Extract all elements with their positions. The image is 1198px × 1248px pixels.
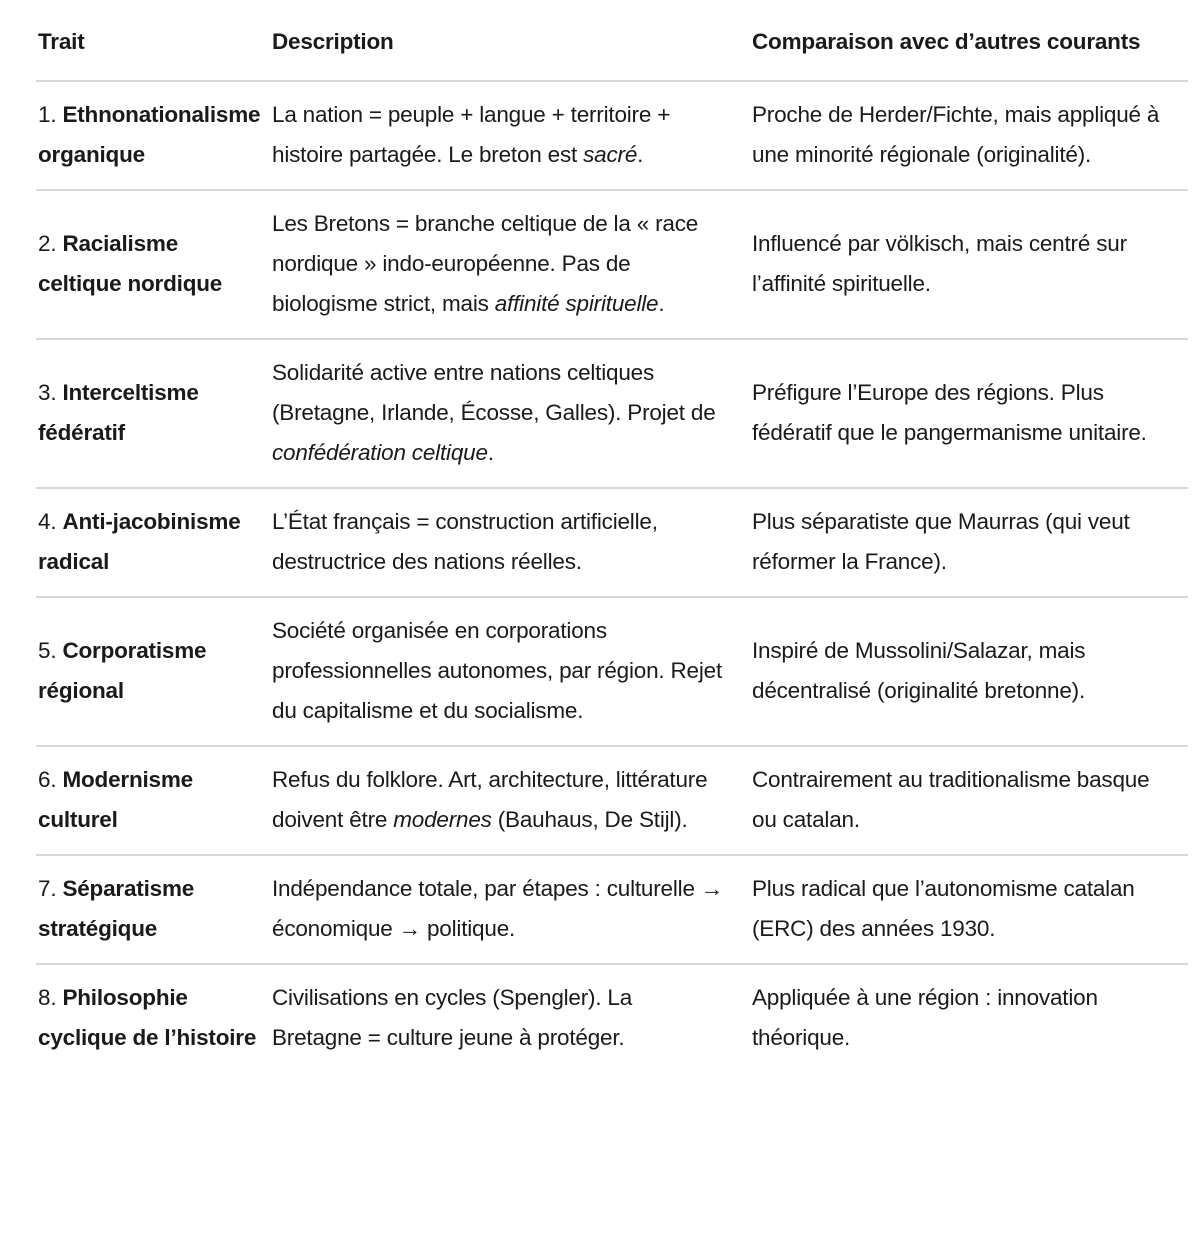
description-cell <box>272 488 752 597</box>
description-text: Indépendance totale, par étapes : culturelle → économique → politique. <box>272 876 724 941</box>
description-text: Civilisations en cycles (Spengler). La Bretagne = culture jeune à protéger. <box>272 985 633 1050</box>
traits-comparison-table <box>36 0 1188 1072</box>
description-text: . <box>637 142 644 167</box>
trait-name: Corporatisme régional <box>38 638 207 703</box>
trait-cell <box>36 190 272 339</box>
table-header <box>36 0 1188 81</box>
description-text: La nation = peuple + langue + territoire + histoire partagée. Le breton est <box>272 102 671 167</box>
table-row <box>36 597 1188 746</box>
description-cell <box>272 964 752 1072</box>
table-body <box>36 81 1188 1072</box>
trait-number: 3. <box>38 380 57 405</box>
trait-number: 1. <box>38 102 57 127</box>
trait-number: 4. <box>38 509 57 534</box>
description-text: Solidarité active entre nations celtiques (Bretagne, Irlande, Écosse, Galles). Projet de <box>272 360 716 425</box>
trait-number: 7. <box>38 876 57 901</box>
header-description: Description <box>272 0 752 81</box>
trait-cell <box>36 597 272 746</box>
comparison-cell: Plus radical que l’autonomisme catalan (ERC) des années 1930. <box>752 855 1188 964</box>
header-trait: Trait <box>36 0 272 81</box>
description-text: Société organisée en corporations professionnelles autonomes, par région. Rejet du capitalisme et du socialisme. <box>272 618 723 723</box>
comparison-cell: Inspiré de Mussolini/Salazar, mais décentralisé (originalité bretonne). <box>752 597 1188 746</box>
table-row <box>36 488 1188 597</box>
table-row <box>36 190 1188 339</box>
trait-name: Racialisme celtique nordique <box>38 231 223 296</box>
description-cell <box>272 597 752 746</box>
header-row <box>36 0 1188 81</box>
table-row <box>36 746 1188 855</box>
description-cell <box>272 339 752 488</box>
comparison-cell: Contrairement au traditionalisme basque ou catalan. <box>752 746 1188 855</box>
description-text: Refus du folklore. Art, architecture, littérature doivent être <box>272 767 708 832</box>
trait-cell <box>36 855 272 964</box>
trait-number: 5. <box>38 638 57 663</box>
trait-cell <box>36 488 272 597</box>
description-text: (Bauhaus, De Stijl). <box>491 807 688 832</box>
trait-name: Ethnonationalisme organique <box>38 102 261 167</box>
description-emphasis: affinité spirituelle <box>494 291 659 316</box>
comparison-cell: Influencé par völkisch, mais centré sur l’affinité spirituelle. <box>752 190 1188 339</box>
description-emphasis: sacré <box>583 142 638 167</box>
description-text: . <box>487 440 494 465</box>
description-emphasis: confédération celtique <box>272 440 488 465</box>
trait-cell <box>36 339 272 488</box>
table-row <box>36 81 1188 190</box>
trait-cell <box>36 81 272 190</box>
description-text: Les Bretons = branche celtique de la « race nordique » indo-européenne. Pas de biologisme strict, mais <box>272 211 699 316</box>
table-row <box>36 964 1188 1072</box>
trait-cell <box>36 746 272 855</box>
description-cell <box>272 746 752 855</box>
table-row <box>36 339 1188 488</box>
trait-number: 6. <box>38 767 57 792</box>
description-cell <box>272 81 752 190</box>
description-text: . <box>658 291 665 316</box>
description-emphasis: modernes <box>393 807 492 832</box>
trait-name: Anti-jacobinisme radical <box>38 509 241 574</box>
trait-name: Philosophie cyclique de l’histoire <box>38 985 257 1050</box>
comparison-cell: Proche de Herder/Fichte, mais appliqué à une minorité régionale (originalité). <box>752 81 1188 190</box>
trait-name: Modernisme culturel <box>38 767 193 832</box>
description-text: L’État français = construction artificielle, destructrice des nations réelles. <box>272 509 658 574</box>
trait-name: Séparatisme stratégique <box>38 876 195 941</box>
trait-name: Interceltisme fédératif <box>38 380 199 445</box>
comparison-cell: Plus séparatiste que Maurras (qui veut réformer la France). <box>752 488 1188 597</box>
description-cell <box>272 190 752 339</box>
comparison-cell: Appliquée à une région : innovation théorique. <box>752 985 1098 1050</box>
description-cell <box>272 855 752 964</box>
header-comparison: Comparaison avec d’autres courants <box>752 0 1188 81</box>
trait-number: 2. <box>38 231 57 256</box>
trait-number: 8. <box>38 985 57 1010</box>
trait-cell <box>36 964 272 1072</box>
table-row <box>36 855 1188 964</box>
comparison-cell: Préfigure l’Europe des régions. Plus fédératif que le pangermanisme unitaire. <box>752 339 1188 488</box>
